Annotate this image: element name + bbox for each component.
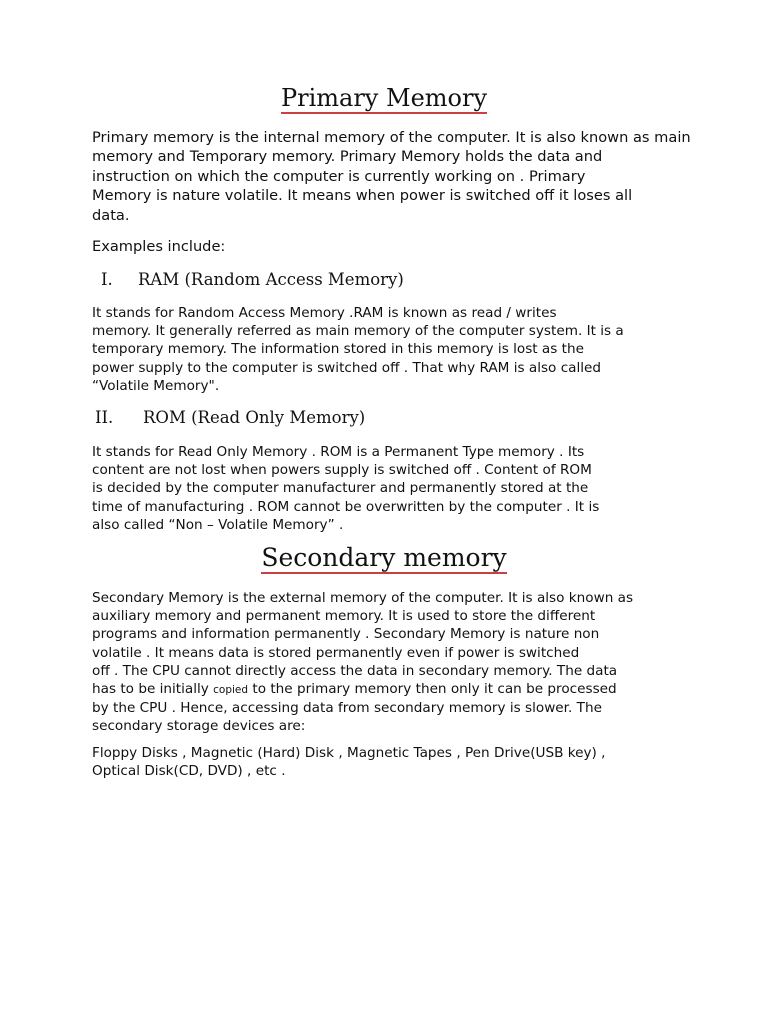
text-line: Primary memory is the internal memory of the computer. It is also known as main (92, 129, 691, 146)
secondary-memory-description (92, 589, 657, 736)
rom-heading (95, 408, 595, 430)
text-line: content are not lost when powers supply is switched off . Content of ROM (92, 462, 592, 479)
secondary-memory-title-text: Secondary memory (261, 545, 506, 574)
text-line: “Volatile Memory". (92, 377, 220, 394)
rom-heading-number: II. (95, 408, 114, 427)
text-line (92, 680, 657, 699)
text-line: by the CPU . Hence, accessing data from secondary memory is slower. The (92, 700, 602, 717)
text-line: auxiliary memory and permanent memory. It is used to store the different (92, 608, 596, 625)
text-line: Floppy Disks , Magnetic (Hard) Disk , Magnetic Tapes , Pen Drive(USB key) , (92, 745, 606, 761)
primary-memory-title (0, 84, 768, 114)
rom-description (92, 443, 662, 534)
text-line: is decided by the computer manufacturer and permanently stored at the (92, 480, 589, 497)
ram-description (92, 304, 652, 395)
text-line: It stands for Random Access Memory .RAM is known as read / writes (92, 305, 557, 321)
text-line: power supply to the computer is switched off . That why RAM is also called (92, 359, 602, 376)
ram-heading (101, 270, 601, 292)
text-line: memory. It generally referred as main memory of the computer system. It is a (92, 323, 624, 340)
text-line: It stands for Read Only Memory . ROM is a Permanent Type memory . Its (92, 444, 585, 460)
copied-word: copied (213, 684, 249, 697)
text-line: temporary memory. The information stored in this memory is lost as the (92, 341, 584, 358)
text-fragment: to the primary memory then only it can be processed (248, 681, 617, 698)
text-line: off . The CPU cannot directly access the data in secondary memory. The data (92, 662, 618, 679)
rom-heading-text: ROM (Read Only Memory) (143, 408, 366, 427)
text-line: also called “Non – Volatile Memory” . (92, 516, 344, 533)
examples-label: Examples include: (92, 238, 226, 255)
text-line: programs and information permanently . Secondary Memory is nature non (92, 626, 600, 643)
storage-devices-list (92, 744, 652, 780)
text-fragment: has to be initially (92, 681, 214, 698)
text-line: instruction on which the computer is currently working on . Primary (92, 167, 586, 185)
primary-memory-intro (92, 128, 691, 225)
ram-heading-number: I. (101, 270, 113, 289)
ram-heading-text: RAM (Random Access Memory) (138, 270, 404, 289)
text-line: Secondary Memory is the external memory of the computer. It is also known as (92, 590, 634, 606)
text-line: memory and Temporary memory. Primary Memory holds the data and (92, 148, 603, 166)
text-line: volatile . It means data is stored permanently even if power is switched (92, 644, 580, 661)
text-line: Memory is nature volatile. It means when power is switched off it loses all (92, 187, 633, 205)
text-line: time of manufacturing . ROM cannot be overwritten by the computer . It is (92, 498, 600, 515)
text-line: secondary storage devices are: (92, 718, 306, 735)
secondary-memory-title (0, 543, 768, 574)
text-line: data. (92, 206, 130, 224)
text-line: Optical Disk(CD, DVD) , etc . (92, 763, 286, 780)
primary-memory-title-text: Primary Memory (281, 86, 487, 114)
